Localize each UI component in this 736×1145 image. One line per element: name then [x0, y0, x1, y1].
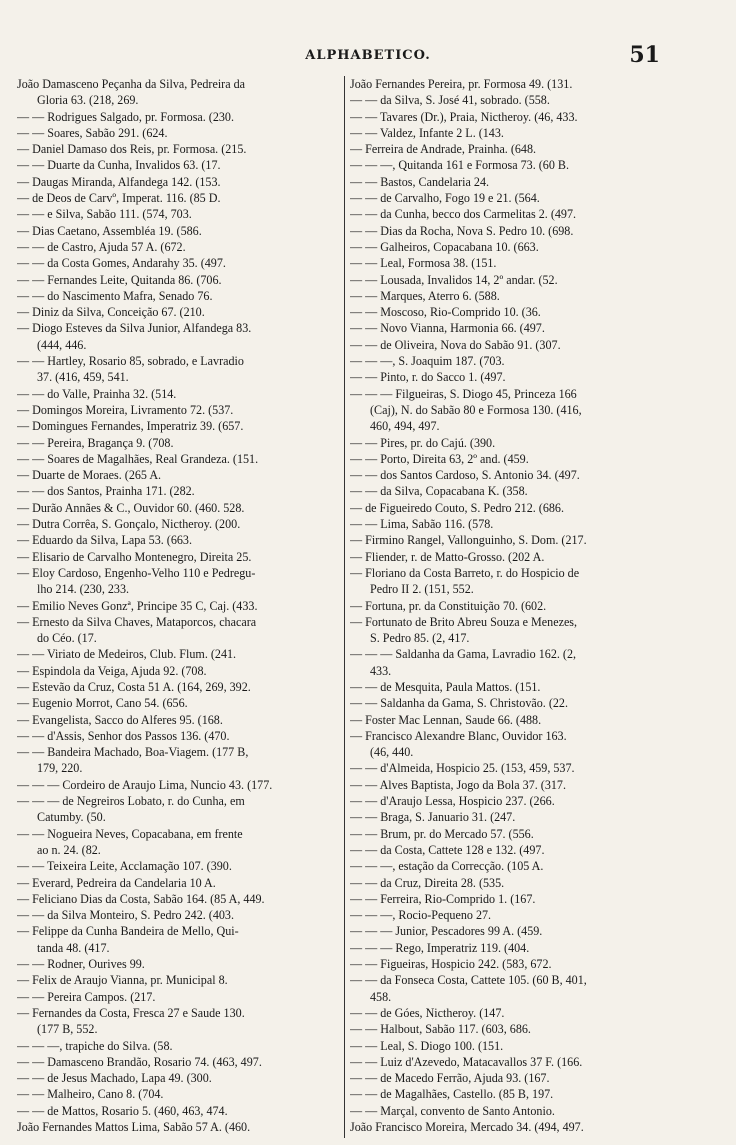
directory-entry-line: Gloria 63. (218, 269.	[37, 93, 139, 108]
directory-entry-line: — — —, trapiche do Silva. (58.	[17, 1038, 173, 1053]
directory-entry-line: — — Leal, Formosa 38. (151.	[350, 256, 497, 271]
directory-entry-line: — — da Fonseca Costa, Cattete 105. (60 B, 401,	[350, 973, 587, 988]
directory-entry-line: S. Pedro 85. (2, 417.	[370, 631, 470, 646]
directory-entry-line: (Caj), N. do Sabão 80 e Formosa 130. (416,	[370, 402, 582, 417]
directory-entry-line: — Estevão da Cruz, Costa 51 A. (164, 269, 392.	[17, 679, 251, 694]
directory-entry-line: — Fortuna, pr. da Constituição 70. (602.	[350, 598, 547, 613]
directory-entry-line: — — — Junior, Pescadores 99 A. (459.	[350, 924, 543, 939]
directory-entry-line: — — d'Almeida, Hospicio 25. (153, 459, 537.	[350, 761, 575, 776]
column-divider	[344, 76, 345, 1138]
directory-entry-line: 460, 494, 497.	[370, 419, 440, 434]
directory-entry-line: João Francisco Moreira, Mercado 34. (494, 497.	[350, 1120, 584, 1134]
directory-entry-line: — Eduardo da Silva, Lapa 53. (663.	[17, 533, 192, 548]
directory-entry-line: — — d'Araujo Lessa, Hospicio 237. (266.	[350, 794, 555, 809]
directory-entry-line: — — da Silva, Copacabana K. (358.	[350, 484, 528, 499]
directory-entry-line: — — — de Negreiros Lobato, r. do Cunha, em	[17, 794, 245, 809]
directory-entry-line: — — Nogueira Neves, Copacabana, em frente	[17, 826, 243, 841]
directory-entry-line: — — de Mesquita, Paula Mattos. (151.	[350, 679, 541, 694]
directory-entry-line: — Elisario de Carvalho Montenegro, Direita 25.	[17, 549, 252, 564]
directory-entry-line: — — — Rego, Imperatriz 119. (404.	[350, 940, 530, 955]
directory-entry-line: — — Fernandes Leite, Quitanda 86. (706.	[17, 272, 222, 287]
directory-entry-line: — Evangelista, Sacco do Alferes 95. (168.	[17, 712, 223, 727]
directory-entry-line: — — —, Rocio-Pequeno 27.	[350, 908, 492, 923]
directory-entry-line: — Eugenio Morrot, Cano 54. (656.	[17, 696, 188, 711]
directory-entry-line: — — e Silva, Sabão 111. (574, 703.	[17, 207, 192, 222]
directory-entry-line: — — Marques, Aterro 6. (588.	[350, 288, 500, 303]
directory-entry-line: — — Saldanha da Gama, S. Christovão. (22.	[350, 696, 568, 711]
directory-entry-line: Catumby. (50.	[37, 810, 106, 825]
directory-entry-line: do Céo. (17.	[37, 631, 97, 646]
directory-entry-line: — — Viriato de Medeiros, Club. Flum. (241.	[17, 647, 237, 662]
directory-entry-line: — — —, Quitanda 161 e Formosa 73. (60 B.	[350, 158, 570, 173]
directory-entry-line: — Francisco Alexandre Blanc, Ouvidor 163.	[350, 728, 567, 743]
directory-entry-line: — — de Oliveira, Nova do Sabão 91. (307.	[350, 337, 561, 352]
directory-entry-line: — — Lima, Sabão 116. (578.	[350, 517, 494, 532]
directory-entry-line: — — do Nascimento Mafra, Senado 76.	[17, 288, 213, 303]
directory-entry-line: — — da Costa Gomes, Andarahy 35. (497.	[17, 256, 226, 271]
directory-entry-line: — — Lousada, Invalidos 14, 2º andar. (52.	[350, 272, 558, 287]
directory-entry-line: — — Teixeira Leite, Acclamação 107. (390.	[17, 859, 232, 874]
directory-entry-line: — — Rodrigues Salgado, pr. Formosa. (230.	[17, 109, 235, 124]
directory-entry-line: — Duarte de Moraes. (265 A.	[17, 468, 162, 483]
directory-entry-line: — — da Silva Monteiro, S. Pedro 242. (403.	[17, 908, 235, 923]
directory-entry-line: — Dias Caetano, Assembléa 19. (586.	[17, 223, 202, 238]
directory-entry-line: — — da Silva, S. José 41, sobrado. (558.	[350, 93, 550, 108]
directory-entry-line: — — Moscoso, Rio-Comprido 10. (36.	[350, 305, 541, 320]
directory-entry-line: — — dos Santos, Prainha 171. (282.	[17, 484, 195, 499]
directory-entry-line: — Espindola da Veiga, Ajuda 92. (708.	[17, 663, 207, 678]
directory-entry-line: — Firmino Rangel, Vallonguinho, S. Dom. (217.	[350, 533, 587, 548]
directory-entry-line: — — Soares, Sabão 291. (624.	[17, 125, 168, 140]
directory-entry-line: — Fliender, r. de Matto-Grosso. (202 A.	[350, 549, 545, 564]
right-column	[350, 76, 700, 1135]
directory-entry-line: — — Pinto, r. do Sacco 1. (497.	[350, 370, 506, 385]
directory-entry-line: — — Alves Baptista, Jogo da Bola 37. (317.	[350, 777, 566, 792]
directory-entry-line: — — Damasceno Brandão, Rosario 74. (463, 497.	[17, 1054, 262, 1069]
directory-entry-line: — — Leal, S. Diogo 100. (151.	[350, 1038, 504, 1053]
running-head: ALPHABETICO.	[305, 48, 431, 63]
directory-entry-line: — — de Carvalho, Fogo 19 e 21. (564.	[350, 191, 540, 206]
directory-entry-line: (46, 440.	[370, 745, 414, 760]
directory-entry-line: João Fernandes Mattos Lima, Sabão 57 A. (460.	[17, 1120, 251, 1134]
directory-entry-line: — — de Góes, Nictheroy. (147.	[350, 1005, 505, 1020]
page-number: 51	[629, 42, 660, 68]
directory-entry-line: — — Pires, pr. do Cajú. (390.	[350, 435, 496, 450]
directory-entry-line: — — Duarte da Cunha, Invalidos 63. (17.	[17, 158, 221, 173]
directory-entry-line: — Felippe da Cunha Bandeira de Mello, Qui-	[17, 924, 239, 939]
directory-entry-line: — Floriano da Costa Barreto, r. do Hospicio de	[350, 565, 580, 580]
directory-entry-line: — Feliciano Dias da Costa, Sabão 164. (85 A, 449.	[17, 891, 265, 906]
directory-entry-line: — — Brum, pr. do Mercado 57. (556.	[350, 826, 534, 841]
left-column	[17, 76, 343, 1135]
directory-entry-line: — — Tavares (Dr.), Praia, Nictheroy. (46, 433.	[350, 109, 578, 124]
directory-entry-line: — de Deos de Carvº, Imperat. 116. (85 D.	[17, 191, 221, 206]
directory-entry-line: — — de Macedo Ferrão, Ajuda 93. (167.	[350, 1071, 550, 1086]
directory-entry-line: — de Figueiredo Couto, S. Pedro 212. (686.	[350, 500, 564, 515]
directory-entry-line: — — de Jesus Machado, Lapa 49. (300.	[17, 1071, 212, 1086]
directory-entry-line: — — Hartley, Rosario 85, sobrado, e Lavradio	[17, 354, 244, 369]
directory-entry-line: — — Malheiro, Cano 8. (704.	[17, 1087, 164, 1102]
directory-entry-line: — — Bastos, Candelaria 24.	[350, 174, 490, 189]
directory-entry-line: — — Ferreira, Rio-Comprido 1. (167.	[350, 891, 536, 906]
directory-entry-line: — Eloy Cardoso, Engenho-Velho 110 e Pedregu-	[17, 565, 256, 580]
directory-entry-line: — — d'Assis, Senhor dos Passos 136. (470.	[17, 728, 230, 743]
directory-entry-line: — — de Castro, Ajuda 57 A. (672.	[17, 239, 186, 254]
directory-entry-line: — — Valdez, Infante 2 L. (143.	[350, 125, 504, 140]
directory-entry-line: — Dutra Corrêa, S. Gonçalo, Nictheroy. (200.	[17, 517, 241, 532]
directory-entry-line: — — dos Santos Cardoso, S. Antonio 34. (497.	[350, 468, 580, 483]
directory-entry-line: — — Novo Vianna, Harmonia 66. (497.	[350, 321, 545, 336]
page-header	[0, 42, 736, 78]
directory-entry-line: — — Braga, S. Januario 31. (247.	[350, 810, 516, 825]
directory-entry-line: — Fernandes da Costa, Fresca 27 e Saude 130.	[17, 1005, 245, 1020]
directory-entry-line: — — Soares de Magalhães, Real Grandeza. (151.	[17, 451, 259, 466]
directory-entry-line: — Diogo Esteves da Silva Junior, Alfandega 83.	[17, 321, 252, 336]
directory-entry-line: — — Pereira, Bragança 9. (708.	[17, 435, 174, 450]
directory-entry-line: — — —, S. Joaquim 187. (703.	[350, 354, 505, 369]
directory-entry-line: — Diniz da Silva, Conceição 67. (210.	[17, 305, 205, 320]
directory-entry-line: — — da Costa, Cattete 128 e 132. (497.	[350, 842, 545, 857]
directory-entry-line: João Damasceno Peçanha da Silva, Pedreira da	[17, 77, 246, 91]
directory-entry-line: — Durão Annães & C., Ouvidor 60. (460. 528.	[17, 500, 245, 515]
directory-entry-line: — — Dias da Rocha, Nova S. Pedro 10. (698.	[350, 223, 574, 238]
directory-entry-line: Pedro II 2. (151, 552.	[370, 582, 474, 597]
directory-entry-line: — Ernesto da Silva Chaves, Mataporcos, chacara	[17, 614, 257, 629]
directory-entry-line: — — de Magalhães, Castello. (85 B, 197.	[350, 1087, 554, 1102]
directory-entry-line: — — de Mattos, Rosario 5. (460, 463, 474.	[17, 1103, 228, 1118]
directory-entry-line: 179, 220.	[37, 761, 83, 776]
directory-entry-line: (444, 446.	[37, 337, 87, 352]
directory-entry-line: — Fortunato de Brito Abreu Souza e Menezes,	[350, 614, 578, 629]
directory-entry-line: — — do Valle, Prainha 32. (514.	[17, 386, 177, 401]
directory-entry-line: — — Galheiros, Copacabana 10. (663.	[350, 239, 539, 254]
directory-entry-line: — Foster Mac Lennan, Saude 66. (488.	[350, 712, 542, 727]
directory-entry-line: 458.	[370, 989, 392, 1004]
directory-entry-line: — — Figueiras, Hospicio 242. (583, 672.	[350, 957, 552, 972]
directory-entry-line: — — — Saldanha da Gama, Lavradio 162. (2,	[350, 647, 577, 662]
directory-entry-line: lho 214. (230, 233.	[37, 582, 130, 597]
directory-entry-line: — Domingues Fernandes, Imperatriz 39. (657.	[17, 419, 244, 434]
directory-entry-line: — — Porto, Direita 63, 2º and. (459.	[350, 451, 529, 466]
directory-entry-line: — — — Cordeiro de Araujo Lima, Nuncio 43. (177.	[17, 777, 273, 792]
directory-entry-line: — — Luiz d'Azevedo, Matacavallos 37 F. (166.	[350, 1054, 583, 1069]
directory-entry-line: ao n. 24. (82.	[37, 842, 101, 857]
directory-entry-line: — Felix de Araujo Vianna, pr. Municipal 8.	[17, 973, 228, 988]
directory-entry-line: (177 B, 552.	[37, 1022, 98, 1037]
directory-entry-line: — Daugas Miranda, Alfandega 142. (153.	[17, 174, 221, 189]
directory-entry-line: — — Halbout, Sabão 117. (603, 686.	[350, 1022, 531, 1037]
directory-entry-line: — Daniel Damaso dos Reis, pr. Formosa. (215.	[17, 142, 247, 157]
directory-entry-line: — — Bandeira Machado, Boa-Viagem. (177 B,	[17, 745, 249, 760]
directory-entry-line: — — Pereira Campos. (217.	[17, 989, 156, 1004]
directory-entry-line: — — Rodner, Ourives 99.	[17, 957, 145, 972]
directory-entry-line: — — Marçal, convento de Santo Antonio.	[350, 1103, 555, 1118]
directory-entry-line: — — da Cruz, Direita 28. (535.	[350, 875, 505, 890]
directory-entry-line: 433.	[370, 663, 392, 678]
directory-entry-line: João Fernandes Pereira, pr. Formosa 49. (131.	[350, 77, 573, 91]
directory-entry-line: — — da Cunha, becco dos Carmelitas 2. (497.	[350, 207, 577, 222]
directory-entry-line: — — —, estação da Correcção. (105 A.	[350, 859, 544, 874]
directory-entry-line: tanda 48. (417.	[37, 940, 110, 955]
directory-entry-line: — Everard, Pedreira da Candelaria 10 A.	[17, 875, 216, 890]
directory-entry-line: — Ferreira de Andrade, Prainha. (648.	[350, 142, 537, 157]
directory-entry-line: — Emilio Neves Gonzª, Principe 35 C, Caj. (433.	[17, 598, 258, 613]
directory-entry-line: 37. (416, 459, 541.	[37, 370, 129, 385]
directory-entry-line: — Domingos Moreira, Livramento 72. (537.	[17, 402, 234, 417]
directory-entry-line: — — — Filgueiras, S. Diogo 45, Princeza 166	[350, 386, 577, 401]
